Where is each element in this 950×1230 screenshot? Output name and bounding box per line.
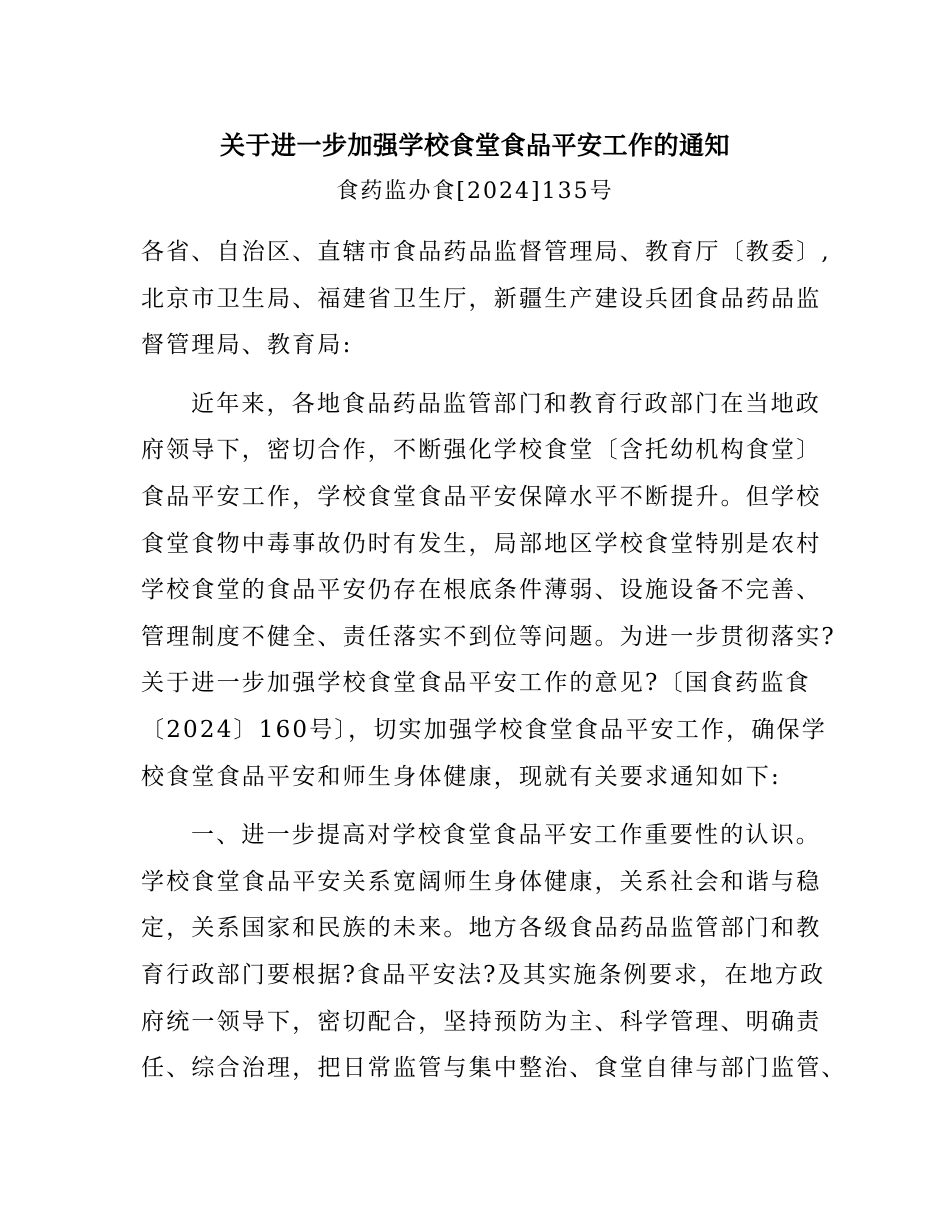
document-body [141,229,847,1092]
text-line: 各省、自治区、直辖市食品药品监督管理局、教育厅〔教委〕, [141,239,831,265]
document-number: 食药监办食[2024]135号 [336,179,614,204]
text-line: 关于进一步加强学校食堂食品平安工作的意见?〔国食药监食 [141,670,811,697]
text-line: 府统一领导下，密切配合，坚持预防为主、科学管理、明确责 [141,1008,822,1035]
text-line: 北京市卫生局、福建省卫生厅，新疆生产建设兵团食品药品监 [141,285,822,312]
text-line: 学校食堂的食品平安仍存在根底条件薄弱、设施设备不完善、 [141,577,822,604]
text-line: 管理制度不健全、责任落实不到位等问题。为进一步贯彻落实? [141,623,836,650]
document-title: 关于进一步加强学校食堂食品平安工作的通知 [219,131,730,160]
text-line: 近年来，各地食品药品监管部门和教育行政部门在当地政 [191,390,821,417]
text-line: 食品平安工作，学校食堂食品平安保障水平不断提升。但学校 [141,483,822,510]
text-line: 定，关系国家和民族的未来。地方各级食品药品监管部门和教 [141,915,822,942]
text-line: 一、进一步提高对学校食堂食品平安工作重要性的认识。 [191,822,821,849]
text-line: 育行政部门要根据?食品平安法?及其实施条例要求，在地方政 [141,961,826,988]
text-line: 府领导下，密切合作，不断强化学校食堂〔含托幼机构食堂〕 [141,437,822,464]
text-line: 校食堂食品平安和师生身体健康，现就有关要求通知如下: [141,763,781,790]
text-line: 督管理局、教育局: [141,332,353,359]
text-line: 食堂食物中毒事故仍时有发生，局部地区学校食堂特别是农村 [141,530,822,557]
paragraph-gap [141,800,831,812]
paragraph-gap [141,369,831,381]
text-line: 〔2024〕160号〕，切实加强学校食堂食品平安工作，确保学 [141,716,827,743]
text-line: 学校食堂食品平安关系宽阔师生身体健康，关系社会和谐与稳 [141,868,822,895]
text-line: 任、综合治理，把日常监管与集中整治、食堂自律与部门监管、 [141,1055,847,1082]
